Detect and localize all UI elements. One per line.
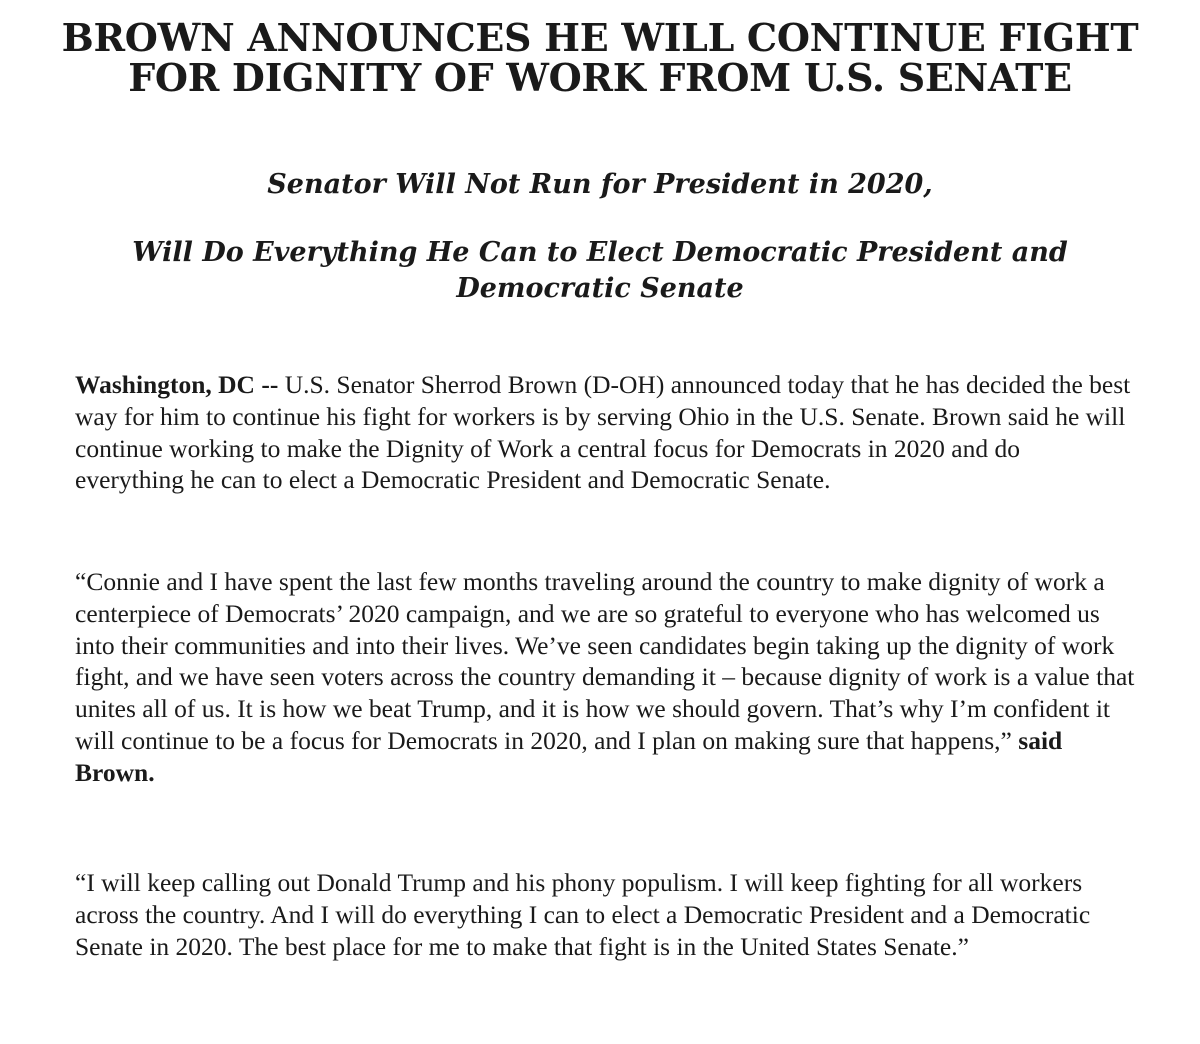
paragraph-announcement bbox=[75, 369, 1135, 496]
subhead-no-run: Senator Will Not Run for President in 2020, bbox=[267, 169, 933, 200]
quote-dignity-text: “Connie and I have spent the last few months traveling around the country to make dignity of work a centerpiece of Democrats’ 2020 campaign, and we are so grateful to everyone who has welcomed us into their communities and into their lives. We’ve seen candidates begin taking up the dignity of work fight, and we have seen voters across the country demanding it – because dignity of work is a value that unites all of us. It is how we beat Trump, and it is how we should govern. That’s why I’m confident it will continue to be a focus for Democrats in 2020, and I plan on making sure that happens,” bbox=[75, 567, 1135, 755]
quote-senate-text: “I will keep calling out Donald Trump and his phony populism. I will keep fighting for all workers across the country. And I will do everything I can to elect a Democratic President and a Democratic Senate in 2020. The best place for me to make that fight is in the United States Senate.” bbox=[75, 868, 1091, 961]
announcement-text: U.S. Senator Sherrod Brown (D-OH) announced today that he has decided the best way for him to continue his fight for workers is by serving Ohio in the U.S. Senate. Brown said he will continue working to make the Dignity of Work a central focus for Democrats in 2020 and do everything he can to elect a Democratic President and Democratic Senate. bbox=[75, 370, 1131, 495]
paragraph-quote-senate bbox=[75, 867, 1135, 962]
dateline: Washington, DC -- bbox=[75, 370, 279, 399]
attribution: said Brown. bbox=[75, 725, 1063, 787]
subhead-elect-democrats: Will Do Everything He Can to Elect Democratic President and Democratic Senate bbox=[132, 237, 1068, 304]
headline: BROWN ANNOUNCES HE WILL CONTINUE FIGHT FOR DIGNITY OF WORK FROM U.S. SENATE bbox=[61, 15, 1139, 100]
paragraph-quote-dignity bbox=[75, 566, 1135, 789]
